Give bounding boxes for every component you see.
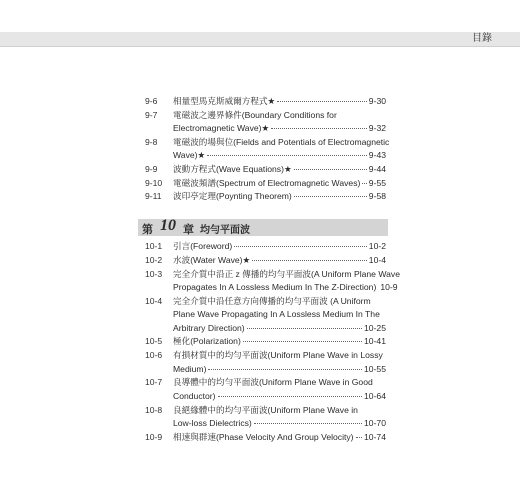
toc-entry-line	[173, 390, 386, 403]
toc-entry-page: 10-55	[364, 363, 386, 374]
toc-entry-page: 9-32	[368, 123, 386, 134]
toc-entry-number: 10-6	[145, 350, 163, 361]
header-bar	[0, 32, 520, 47]
toc-entry-number: 10-5	[145, 336, 163, 347]
header-title: 目錄	[472, 33, 492, 44]
toc-entry-title: 電磁波頻譜(Spectrum of Electromagnetic Waves)	[173, 177, 361, 188]
toc-entry-line	[173, 177, 386, 190]
leader-dots	[294, 169, 367, 170]
leader-dots	[294, 196, 367, 197]
toc-entry-title: 水波(Water Wave)★	[173, 254, 251, 265]
toc-entry-page: 9-30	[368, 96, 386, 106]
toc-entry-number: 10-3	[145, 268, 163, 279]
toc-entry-title: 相量型馬克斯威爾方程式★	[173, 96, 276, 106]
toc-entry-title: Medium)	[173, 363, 207, 374]
toc-entry-title: Arbitrary Direction)	[173, 322, 245, 333]
leader-dots	[208, 369, 362, 370]
toc-entry-title: Low-loss Dielectrics)	[173, 417, 252, 428]
toc-entry-title: 相速與群速(Phase Velocity And Group Velocity)	[173, 431, 354, 442]
toc-entry-page: 10-70	[364, 417, 386, 428]
toc-entry-line	[173, 240, 386, 253]
leader-dots	[247, 328, 362, 329]
toc-entry-title: 波印亭定理(Poynting Theorem)	[173, 191, 292, 202]
toc-entry-line	[173, 322, 386, 335]
toc-entry-line	[173, 281, 398, 294]
toc-entry-number: 10-2	[145, 254, 163, 265]
toc-entry-title: 波動方程式(Wave Equations)★	[173, 163, 292, 174]
toc-entry-line	[173, 431, 386, 444]
toc-entry-line	[173, 349, 383, 362]
toc-entry-number: 10-8	[145, 404, 163, 415]
leader-dots	[234, 246, 367, 247]
toc-entry-title: 良導體中的均勻平面波(Uniform Plane Wave in Good	[173, 377, 373, 388]
chapter-10-heading	[138, 219, 388, 236]
toc-entry-number: 9-9	[145, 163, 158, 174]
toc-entry-title: Wave)★	[173, 150, 206, 161]
toc-entry-line	[173, 268, 400, 281]
toc-entry-line	[173, 308, 380, 321]
toc-entry-line	[173, 404, 358, 417]
toc-entry-title: 電磁波之邊界條件(Boundary Conditions for	[173, 109, 337, 120]
toc-entry-title: 良絕緣體中的均勻平面波(Uniform Plane Wave in	[173, 404, 358, 415]
leader-dots	[356, 437, 362, 438]
toc-entry-title: 完全介質中沿任意方向傳播的均勻平面波 (A Uniform	[173, 295, 371, 306]
toc-entry-line	[173, 417, 386, 430]
toc-entry-line	[173, 190, 386, 203]
toc-entry-title: Conductor)	[173, 390, 216, 401]
leader-dots	[252, 260, 367, 261]
toc-entry-title: 完全介質中沿正 z 傳播的均勻平面波(A Uniform Plane Wave	[173, 268, 400, 279]
leader-dots	[362, 183, 366, 184]
toc-entry-line	[173, 95, 386, 108]
toc-entry-line	[173, 163, 386, 176]
toc-entry-line	[173, 335, 386, 348]
toc-entry-title: 有損材質中的均勻平面波(Uniform Plane Wave in Lossy	[173, 350, 383, 361]
toc-entry-number: 9-10	[145, 177, 163, 188]
toc-entry-number: 10-9	[145, 431, 163, 442]
toc-entry-page: 10-64	[364, 390, 386, 401]
toc-entry-line	[173, 109, 337, 122]
leader-dots	[207, 155, 367, 156]
toc-entry-title: 引言(Foreword)	[173, 241, 233, 251]
leader-dots	[271, 128, 367, 129]
toc-entry-page: 9-44	[368, 163, 386, 174]
leader-dots	[243, 341, 362, 342]
toc-entry-number: 10-7	[145, 377, 163, 388]
toc-entry-line	[173, 376, 373, 389]
toc-entry-page: 9-43	[368, 150, 386, 161]
toc-entry-line	[173, 295, 371, 308]
leader-dots	[277, 101, 367, 102]
toc-entry-page: 10-74	[364, 431, 386, 442]
chapter-suffix: 章	[183, 224, 194, 236]
toc-entry-line	[173, 254, 386, 267]
chapter-title: 均勻平面波	[200, 225, 250, 236]
toc-entry-title: Propagates In A Lossless Medium In The Z-Direction)	[173, 281, 377, 292]
toc-entry-line	[173, 122, 386, 135]
toc-entry-line	[173, 149, 386, 162]
toc-entry-line	[173, 136, 389, 149]
toc-entry-page: 9-55	[368, 177, 386, 188]
toc-entry-number: 9-7	[145, 109, 158, 120]
toc-entry-number: 10-1	[145, 241, 163, 251]
toc-entry-line	[173, 363, 386, 376]
toc-entry-number: 9-11	[145, 191, 162, 202]
toc-entry-page: 9-58	[368, 191, 386, 202]
toc-entry-title: Electromagnetic Wave)★	[173, 123, 270, 134]
chapter-prefix: 第	[142, 224, 153, 236]
toc-entry-number: 9-8	[145, 136, 158, 147]
toc-entry-page: 10-9	[380, 281, 398, 292]
leader-dots	[254, 423, 362, 424]
toc-entry-page: 10-41	[364, 336, 386, 347]
toc-entry-number: 9-6	[145, 96, 158, 106]
toc-entry-title: 電磁波的場與位(Fields and Potentials of Electromagnetic	[173, 136, 390, 147]
toc-entry-page: 10-25	[364, 322, 386, 333]
toc-entry-number: 10-4	[145, 295, 163, 306]
chapter-number: 10	[160, 217, 176, 234]
toc-entry-page: 10-4	[368, 254, 386, 265]
leader-dots	[218, 396, 363, 397]
toc-entry-page: 10-2	[368, 241, 386, 251]
toc-entry-title: 極化(Polarization)	[173, 336, 241, 347]
toc-entry-title: Plane Wave Propagating In A Lossless Medium In The	[173, 309, 380, 320]
